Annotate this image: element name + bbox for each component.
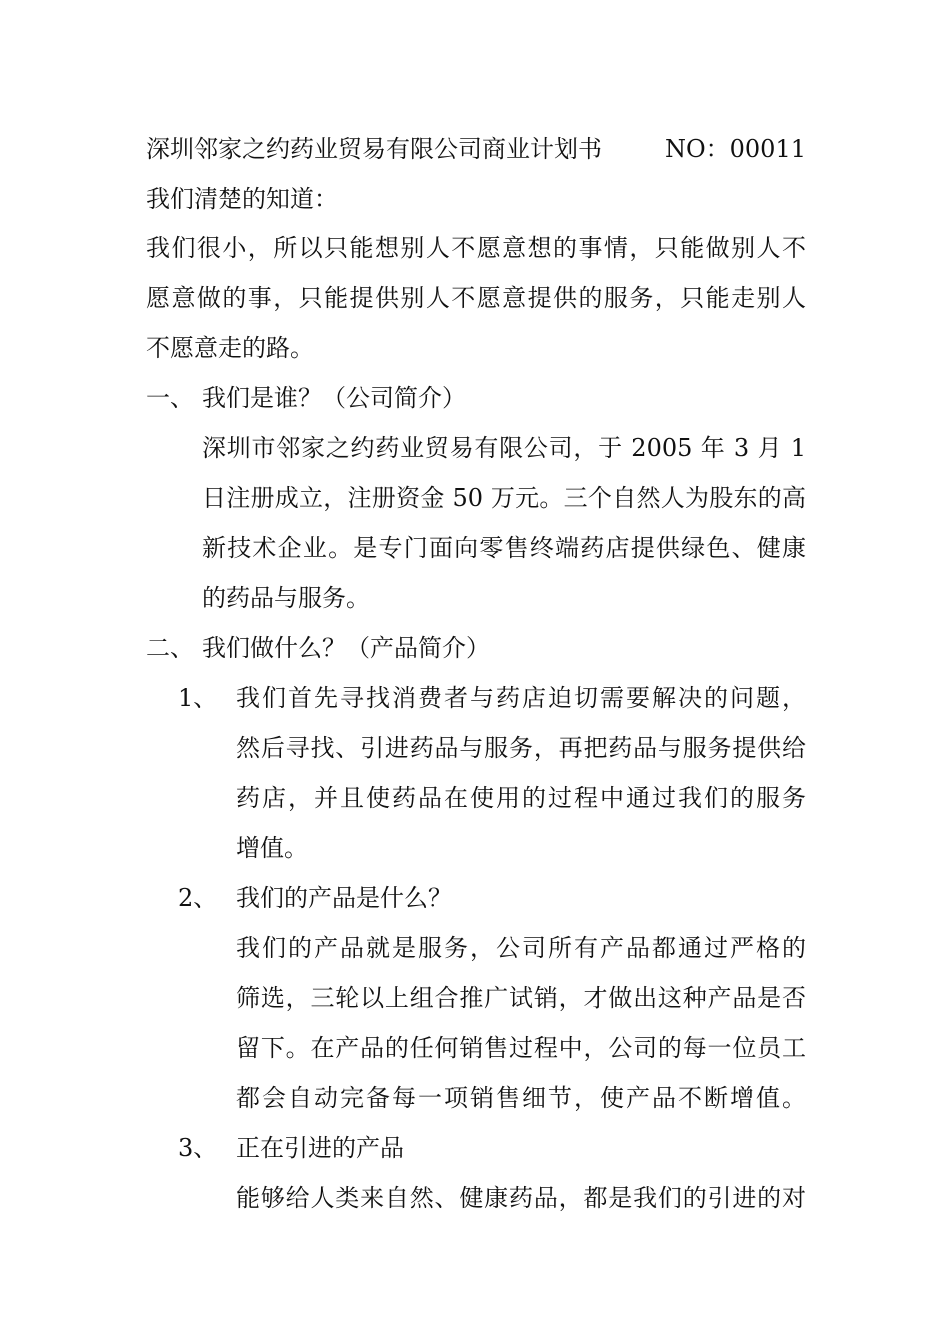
section-1-line: 深圳市邻家之约药业贸易有限公司，于 2005 年 3 月 1 [202, 434, 806, 462]
item-3-marker: 3、 [178, 1134, 218, 1162]
intro-line: 我们很小，所以只能想别人不愿意想的事情，只能做别人不 [146, 234, 806, 262]
item-2-line: 都会自动完备每一项销售细节，使产品不断增值。 [236, 1084, 806, 1112]
intro-line: 愿意做的事，只能提供别人不愿意提供的服务，只能走别人 [146, 284, 806, 312]
item-1-line: 我们首先寻找消费者与药店迫切需要解决的问题， [236, 684, 806, 712]
item-2-marker: 2、 [178, 884, 218, 912]
section-1-line: 的药品与服务。 [202, 584, 370, 612]
document-header [146, 133, 806, 165]
section-2-heading: 我们做什么？（产品简介） [202, 634, 490, 662]
section-1-line: 新技术企业。是专门面向零售终端药店提供绿色、健康 [202, 534, 806, 562]
section-1-marker: 一、 [146, 384, 194, 412]
item-2-line: 筛选，三轮以上组合推广试销，才做出这种产品是否 [236, 984, 806, 1012]
document-title: 深圳邻家之约药业贸易有限公司商业计划书 [146, 135, 602, 163]
section-2-marker: 二、 [146, 634, 194, 662]
document-number: NO：00011 [664, 135, 806, 163]
intro-line: 不愿意走的路。 [146, 334, 314, 362]
item-1-line: 增值。 [236, 834, 308, 862]
item-1-line: 然后寻找、引进药品与服务，再把药品与服务提供给 [236, 734, 806, 762]
section-1-heading: 我们是谁？（公司简介） [202, 384, 466, 412]
item-3-heading: 正在引进的产品 [236, 1134, 404, 1162]
item-2-line: 我们的产品就是服务，公司所有产品都通过严格的 [236, 934, 806, 962]
intro-heading: 我们清楚的知道： [146, 185, 338, 213]
item-1-line: 药店，并且使药品在使用的过程中通过我们的服务 [236, 784, 806, 812]
item-2-heading: 我们的产品是什么？ [236, 884, 452, 912]
item-3-line: 能够给人类来自然、健康药品，都是我们的引进的对 [236, 1184, 806, 1212]
section-1-line: 日注册成立，注册资金 50 万元。三个自然人为股东的高 [202, 484, 806, 512]
item-1-marker: 1、 [178, 684, 218, 712]
item-2-line: 留下。在产品的任何销售过程中，公司的每一位员工 [236, 1034, 806, 1062]
